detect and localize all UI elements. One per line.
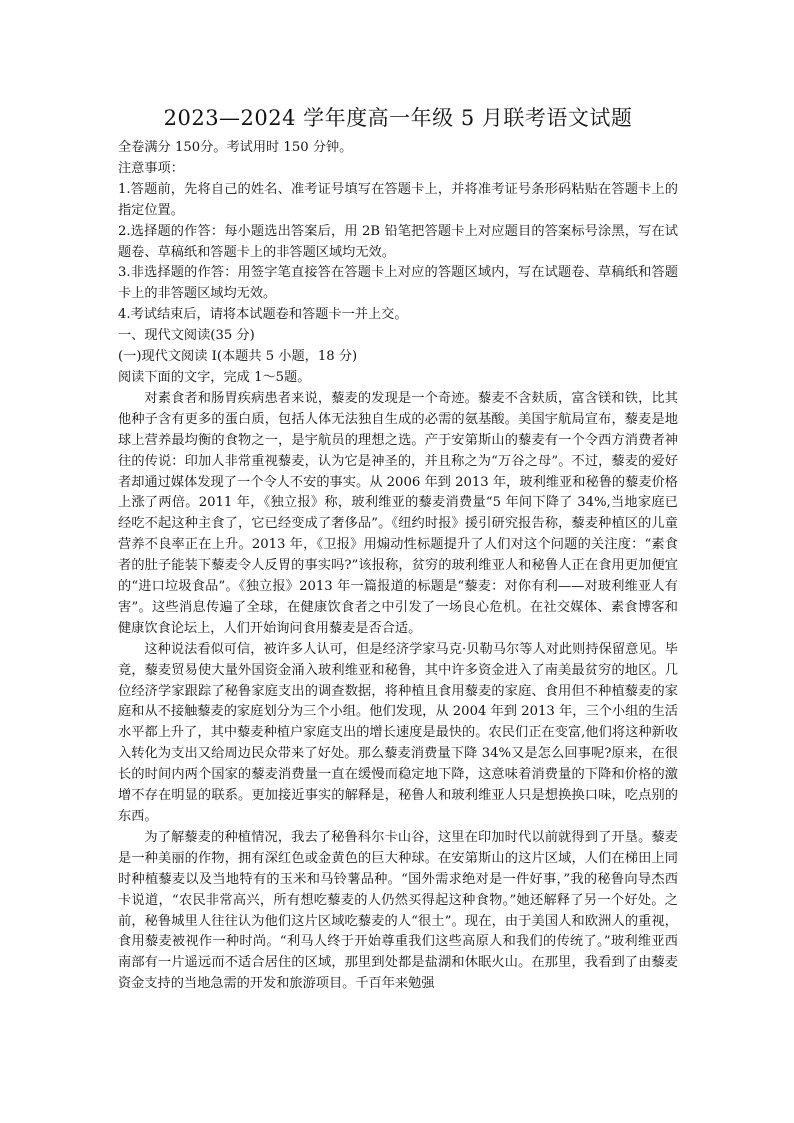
exam-page (118, 104, 678, 995)
score-info: 全卷满分 150分。考试用时 150 分钟。 (118, 140, 353, 155)
subsection-heading: (一)现代文阅读 I(本题共 5 小题，18 分) (118, 349, 358, 365)
notice-item-4: 4.考试结束后，请将本试题卷和答题卡一并上交。 (118, 307, 408, 323)
article-paragraph-1: 对素食者和肠胃疾病患者来说，藜麦的发现是一个奇迹。藜麦不含麸质，富含镁和铁，比其他种子含有更多的蛋白质，包括人体无法独自生成的必需的氨基酸。美国宇航局宣布，藜麦是地球上营养最均衡的食物之一，是宇航员的理想之选。产于安第斯山的藜麦有一个令西方消费者神往的传说：印加人非常重视藜麦，认为它是神圣的，并且称之为“万谷之母”。不过，藜麦的爱好者却通过媒体发现了一个令人不安的事实。从 2006 年到 2013 年，玻利维亚和秘鲁的藜麦价格上涨了两倍。2011 年，《独立报》称，玻利维亚的藜麦消费量“5 年间下降了 34%,当地家庭已经吃不起这种主食了，它已经变成了奢侈品”。《纽约时报》援引研究报告称，藜麦种植区的儿童营养不良率正在上升。2013 年，《卫报》用煽动性标题提升了人们对这个问题的关注度：“素食者的肚子能装下藜麦令人反胃的事实吗?”该报称，贫穷的玻利维亚人和秘鲁人正在食用更加便宜的“进口垃圾食品”。《独立报》2013 年一篇报道的标题是“藜麦：对你有利——对玻利维亚人有害”。这些消息传遍了全球，在健康饮食者之中引发了一场良心危机。在社交媒体、素食博客和健康饮食论坛上，人们开始询问食用藜麦是否合适。 (118, 390, 678, 636)
section-heading: 一、现代文阅读(35 分) (118, 328, 255, 344)
notice-item-1: 1.答题前，先将自己的姓名、准考证号填写在答题卡上，并将准考证号条形码粘贴在答题卡上的指定位置。 (118, 181, 678, 218)
article-paragraph-2: 这种说法看似可信，被许多人认可，但是经济学家马克·贝勒马尔等人对此则持保留意见。毕竟，藜麦贸易使大量外国资金涌入玻利维亚和秘鲁，其中许多资金进入了南美最贫穷的地区。几位经济学家跟踪了秘鲁家庭支出的调查数据，将种植且食用藜麦的家庭、食用但不种植藜麦的家庭和从不接触藜麦的家庭划分为三个小组。他们发现，从 2004 年到 2013 年，三个小组的生活水平都上升了，其中藜麦种植户家庭支出的增长速度是最快的。农民们正在变富,他们将这种新收入转化为支出又给周边民众带来了好处。那么藜麦消费量下降 34%又是怎么回事呢?原来，在很长的时间内两个国家的藜麦消费量一直在缓慢而稳定地下降，这意味着消费量的下降和价格的激增不存在明显的联系。更加接近事实的解释是，秘鲁人和玻利维亚人只是想换换口味，吃点别的东西。 (118, 641, 678, 824)
exam-title: 2023—2024 学年度高一年级 5 月联考语文试题 (163, 106, 633, 130)
reading-instruction: 阅读下面的文字，完成 1～5题。 (118, 369, 311, 385)
article-paragraph-3: 为了解藜麦的种植情况，我去了秘鲁科尔卡山谷，这里在印加时代以前就得到了开垦。藜麦是一种美丽的作物，拥有深红色或金黄色的巨大种球。在安第斯山的这片区域，人们在梯田上同时种植藜麦以及当地特有的玉米和马铃薯品种。“国外需求绝对是一件好事，”我的秘鲁向导杰西卡说道，“农民非常高兴，所有想吃藜麦的人仍然买得起这种食物。”她还解释了另一个好处。之前，秘鲁城里人往往认为他们这片区域吃藜麦的人“很土”。现在，由于美国人和欧洲人的重视，食用藜麦被视作一种时尚。“利马人终于开始尊重我们这些高原人和我们的传统了。”玻利维亚西南部有一片遥远而不适合居住的区域，那里到处都是盐湖和休眠火山。在那里，我看到了由藜麦资金支持的当地急需的开发和旅游项目。千百年来勉强 (118, 829, 678, 992)
notice-heading: 注意事项： (118, 160, 184, 176)
notice-item-3: 3.非选择题的作答：用签字笔直接答在答题卡上对应的答题区域内，写在试题卷、草稿纸和答题卡上的非答题区域均无效。 (118, 265, 678, 302)
notice-item-2: 2.选择题的作答：每小题选出答案后，用 2B 铅笔把答题卡上对应题目的答案标号涂黑，写在试题卷、草稿纸和答题卡上的非答题区域均无效。 (118, 223, 678, 260)
